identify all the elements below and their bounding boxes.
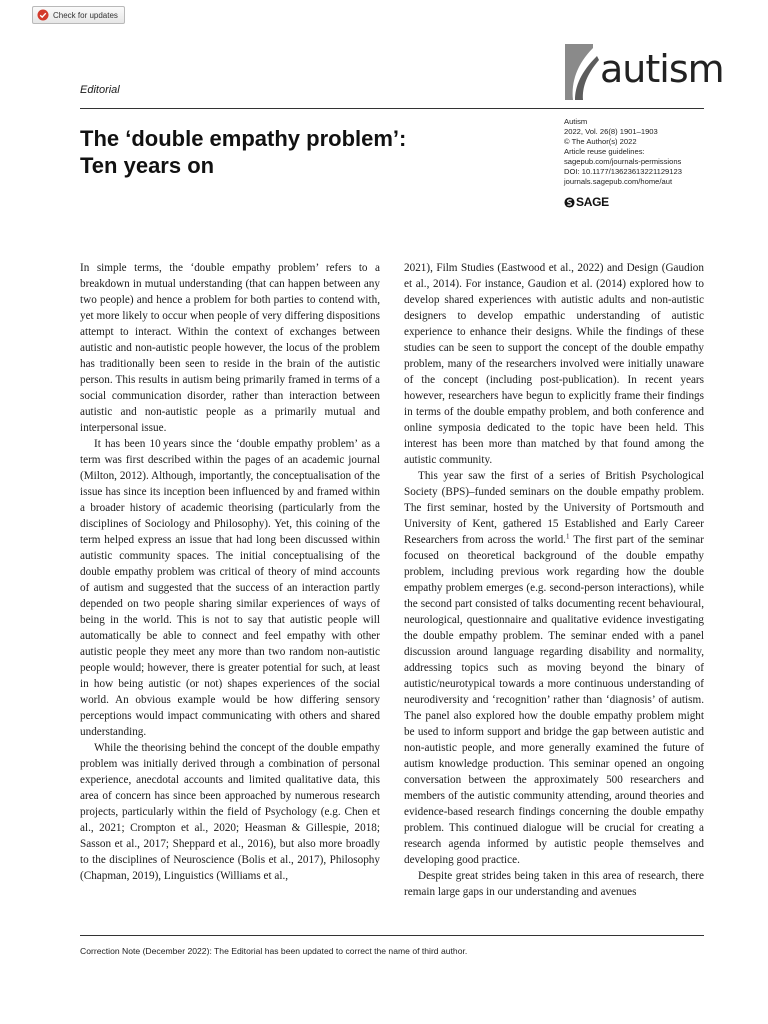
section-label: Editorial xyxy=(80,84,120,96)
meta-volume: 2022, Vol. 26(8) 1901–1903 xyxy=(564,127,658,136)
meta-reuse-label: Article reuse guidelines: xyxy=(564,147,645,156)
meta-copyright: © The Author(s) 2022 xyxy=(564,137,637,146)
check-for-updates-button[interactable] xyxy=(32,6,125,24)
paragraph: Despite great strides being taken in this area of research, there remain large gaps in our understanding and avenues xyxy=(404,870,704,898)
article-title-line-2: Ten years on xyxy=(80,153,215,178)
paragraph-text: The first part of the seminar focused on theoretical background of the double empathy problem, including previous work regarding how the double empathy problem emerges (e.g. second-person interactions), while the second part consisted of talks documenting recent behavioural, neurological, questionnaire and qualitative evidence investigating the double empathy problem. The seminar ended with a panel discussion around language regarding disability and normality, addressing topics such as moving beyond the binary of autistic/neurotypical towards a more continuous understanding of neurodiversity and ‘recognition’ rather than ‘diagnosis’ of autism. The panel also explored how the double empathy problem might be used to inform support and bridge the gap between autistic and non-autistic people, and more generally examined the future of autism knowledge production. This seminar opened an ongoing conversation between the approximately 500 researchers and members of the autistic community attending, around theories and evidence-based research findings concerning the double empathy problem. This continued dialogue will be crucial for creating a research agenda informed by autistic people themselves and developing good practice. xyxy=(404,534,704,866)
check-updates-icon xyxy=(37,9,49,21)
meta-journal-home-link[interactable]: journals.sagepub.com/home/aut xyxy=(564,177,673,186)
paragraph: It has been 10 years since the ‘double empathy problem’ as a term was first described within the pages of an academic journal (Milton, 2012). Although, importantly, the conceptualisation of the issue has since its inception been influenced by and framed within a broader history of academic theorising (particularly from the disciplines of Sociology and Philosophy). Yet, this coining of the term helped express an issue that had long been discussed within autistic community spaces. The initial conceptualising of the double empathy problem was critical of theory of mind accounts of autism and suggested that the success of an interaction partly depended on two people sharing similar experiences of ways of being in the world. This is not to say that autistic people will automatically be able to connect and feel empathy with other autistic people they meet any more than two random non-autistic people would; however, there is greater potential for such, at least in how being autistic (or not) shapes experiences of the social world. An obvious example would be how differing sensory perceptions would impact communicating with others and shared understanding. xyxy=(80,438,380,738)
journal-logo xyxy=(563,42,724,102)
publisher-logo xyxy=(564,195,609,209)
meta-doi[interactable]: DOI: 10.1177/13623613221129123 xyxy=(564,167,682,176)
article-title xyxy=(80,125,540,179)
body-column-left xyxy=(80,260,380,884)
footer-divider xyxy=(80,935,704,936)
journal-logo-mark-icon xyxy=(563,42,603,102)
paragraph: In simple terms, the ‘double empathy problem’ refers to a breakdown in mutual understanding (that can happen between any two people) and hence a problem for both parties to contend with, yet more likely to occur when people of very differing dispositions attempt to interact. Within the context of exchanges between autistic and non-autistic people however, the locus of the problem has traditionally been seen to reside in the brain of the autistic person. This results in autism being primarily framed in terms of a social communication disorder, rather than interaction between autistic and non-autistic people as a primarily mutual and interpersonal issue. xyxy=(80,262,380,434)
journal-logo-wordmark: autism xyxy=(600,47,724,91)
sage-s-icon xyxy=(564,197,575,208)
journal-meta xyxy=(564,117,682,187)
check-updates-label: Check for updates xyxy=(53,10,118,20)
header-divider xyxy=(80,108,704,109)
article-title-line-1: The ‘double empathy problem’: xyxy=(80,126,407,151)
body-column-right xyxy=(404,260,704,900)
meta-permissions-link[interactable]: sagepub.com/journals-permissions xyxy=(564,157,682,166)
correction-note: Correction Note (December 2022): The Editorial has been updated to correct the name of third author. xyxy=(80,946,468,956)
paragraph: While the theorising behind the concept of the double empathy problem was initially derived through a combination of personal experience, anecdotal accounts and limited qualitative data, this area of concern has since been approached by numerous research projects, particularly within the field of Psychology (e.g. Chen et al., 2021; Crompton et al., 2020; Heasman & Gillespie, 2018; Sasson et al., 2017; Sheppard et al., 2016), but also more broadly to the disciplines of Neuroscience (Bolis et al., 2017), Philosophy (Chapman, 2019), Linguistics (Williams et al., xyxy=(80,742,380,882)
footnote-marker[interactable]: 1 xyxy=(565,532,570,541)
paragraph: 2021), Film Studies (Eastwood et al., 2022) and Design (Gaudion et al., 2014). For instance, Gaudion et al. (2014) explored how to develop shared experiences with autistic adults and non-autistic designers to develop empathic understanding of autistic experience to enhance their designs. While the findings of these studies can be seen to support the concept of the double empathy problem, many of the researchers involved were initially unaware of the concept (including post-publication). In recent years however, researchers have begun to explicitly frame their findings in terms of the double empathy problem, and both conference and online symposia dedicated to the topic have been held. This interest has been more than matched by that found among the autistic community. xyxy=(404,262,704,466)
meta-journal-name: Autism xyxy=(564,117,588,126)
publisher-name: SAGE xyxy=(576,195,609,209)
paragraph xyxy=(404,468,704,868)
paragraph-text: This year saw the first of a series of British Psychological Society (BPS)–funded seminars on the double empathy problem. The first seminar, hosted by the University of Portsmouth and University of Kent, gathered 15 Established and Early Career Researchers from across the world. xyxy=(404,470,704,546)
